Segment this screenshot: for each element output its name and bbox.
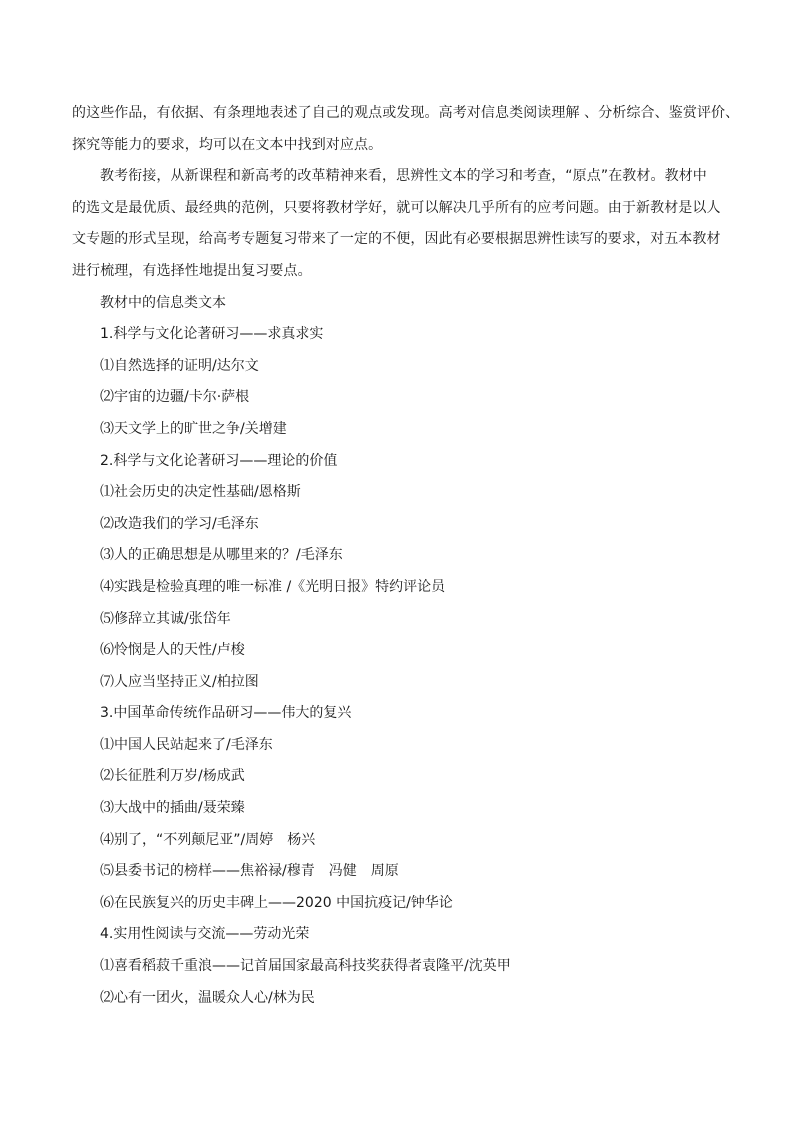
- paragraph-teaching: [72, 161, 732, 287]
- list-item: ⑹怜悯是人的天性/卢梭: [100, 642, 245, 659]
- section-heading: 3.中国革命传统作品研习——伟大的复兴: [100, 705, 352, 722]
- list-item: ⑵改造我们的学习/毛泽东: [100, 515, 259, 532]
- list-item: ⑴社会历史的决定性基础/恩格斯: [100, 484, 301, 501]
- section-heading: 2.科学与文化论著研习——理论的价值: [100, 452, 338, 469]
- section-heading: 4.实用性阅读与交流——劳动光荣: [100, 926, 310, 943]
- list-item: ⑸修辞立其诚/张岱年: [100, 610, 231, 627]
- paragraph-intro: [72, 98, 740, 161]
- list-item: ⑴自然选择的证明/达尔文: [100, 357, 259, 374]
- list-item: ⑴喜看稻菽千重浪——记首届国家最高科技奖获得者袁隆平/沈英甲: [100, 958, 511, 975]
- text-line: 的选文是最优质、最经典的范例，只要将教材学好，就可以解决几乎所有的应考问题。由于新教材是以人: [72, 199, 721, 216]
- text-line: 的这些作品，有依据、有条理地表述了自己的观点或发现。高考对信息类阅读理解 、分析综合、鉴赏评价、: [72, 105, 740, 121]
- list-item: ⑵宇宙的边疆/卡尔·萨根: [100, 389, 250, 406]
- document-body: [72, 98, 740, 1014]
- list-item: ⑹在民族复兴的历史丰碑上——2020 中国抗疫记/钟华论: [100, 894, 453, 911]
- list-item: ⑴中国人民站起来了/毛泽东: [100, 736, 273, 753]
- text-list: [72, 288, 732, 1015]
- list-item: ⑶天文学上的旷世之争/关增建: [100, 420, 287, 437]
- text-line: 文专题的形式呈现，给高考专题复习带来了一定的不便，因此有必要根据思辨性读写的要求，对五本教材: [72, 231, 721, 248]
- list-item: ⑷别了，“不列颠尼亚”/周婷 杨兴: [100, 831, 316, 848]
- section-heading: 1.科学与文化论著研习——求真求实: [100, 326, 324, 343]
- list-item: ⑵长征胜利万岁/杨成武: [100, 768, 245, 785]
- list-item: ⑸县委书记的榜样——焦裕禄/穆青 冯健 周原: [100, 863, 399, 880]
- list-heading: 教材中的信息类文本: [100, 294, 226, 311]
- list-item: ⑺人应当坚持正义/柏拉图: [100, 673, 259, 690]
- text-line: 探究等能力的要求，均可以在文本中找到对应点。: [72, 136, 383, 153]
- list-item: ⑵心有一团火，温暖众人心/林为民: [100, 989, 315, 1006]
- text-line: 进行梳理，有选择性地提出复习要点。: [72, 262, 312, 279]
- text-line: 教考衔接，从新课程和新高考的改革精神来看，思辨性文本的学习和考查，“原点”在教材。教材中: [100, 168, 707, 185]
- list-item: ⑶人的正确思想是从哪里来的？/毛泽东: [100, 547, 343, 564]
- list-item: ⑷实践是检验真理的唯一标准 /《光明日报》特约评论员: [100, 578, 446, 595]
- list-item: ⑶大战中的插曲/聂荣臻: [100, 800, 245, 817]
